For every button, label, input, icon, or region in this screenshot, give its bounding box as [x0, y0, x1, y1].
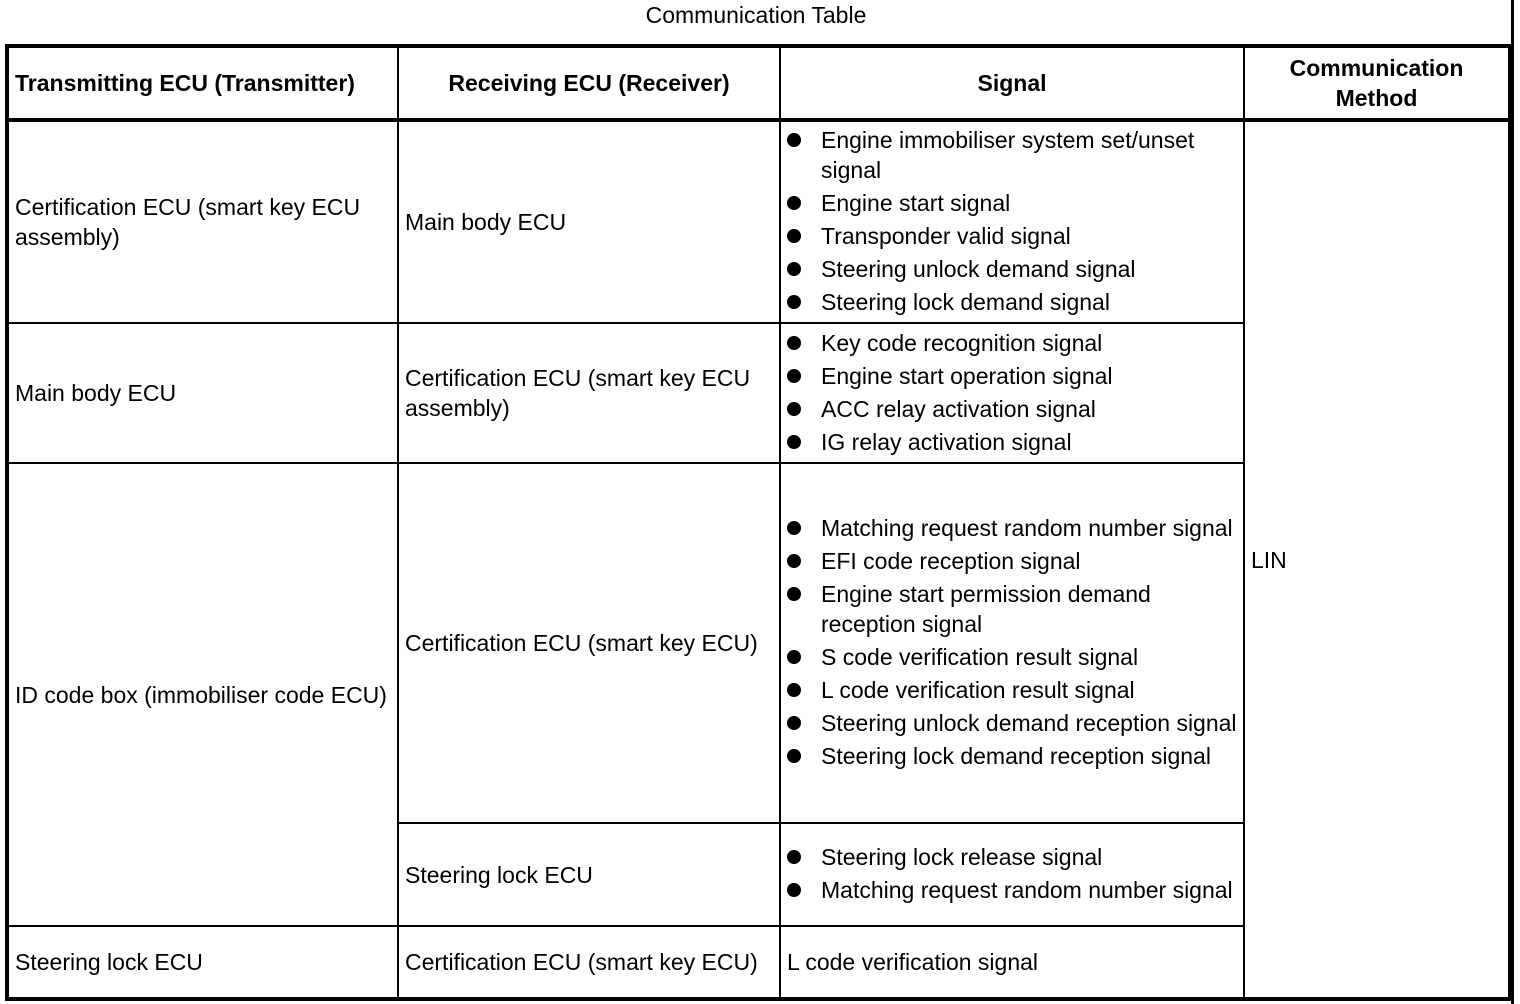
bullet-icon: [787, 133, 801, 147]
signal-item: S code verification result signal: [787, 642, 1237, 672]
signal-list: [787, 328, 1237, 457]
signal-list: [787, 842, 1237, 905]
method-cell: LIN: [1244, 120, 1510, 999]
bullet-icon: [787, 262, 801, 276]
signal-item: Steering lock demand signal: [787, 287, 1237, 317]
signal-item: IG relay activation signal: [787, 427, 1237, 457]
signal-cell: [780, 823, 1244, 926]
bullet-icon: [787, 683, 801, 697]
transmitter-cell: Steering lock ECU: [7, 926, 398, 999]
signal-item: Steering unlock demand signal: [787, 254, 1237, 284]
bullet-icon: [787, 196, 801, 210]
signal-item: Engine start signal: [787, 188, 1237, 218]
signal-item: Key code recognition signal: [787, 328, 1237, 358]
bullet-icon: [787, 295, 801, 309]
signal-list: [787, 513, 1237, 771]
bullet-icon: [787, 850, 801, 864]
header-transmitter: Transmitting ECU (Transmitter): [7, 46, 398, 120]
bullet-icon: [787, 369, 801, 383]
header-signal: Signal: [780, 46, 1244, 120]
bullet-icon: [787, 716, 801, 730]
signal-item: Matching request random number signal: [787, 875, 1237, 905]
bullet-icon: [787, 554, 801, 568]
signal-item: Engine immobiliser system set/unset signal: [787, 125, 1237, 185]
receiver-cell: Certification ECU (smart key ECU assembly): [398, 323, 780, 463]
header-receiver: Receiving ECU (Receiver): [398, 46, 780, 120]
receiver-cell: Certification ECU (smart key ECU): [398, 926, 780, 999]
bullet-icon: [787, 650, 801, 664]
bullet-icon: [787, 587, 801, 601]
signal-cell: [780, 323, 1244, 463]
bullet-icon: [787, 336, 801, 350]
signal-item: Steering unlock demand reception signal: [787, 708, 1237, 738]
signal-item: ACC relay activation signal: [787, 394, 1237, 424]
signal-list: [787, 125, 1237, 317]
signal-item: Transponder valid signal: [787, 221, 1237, 251]
signal-item: Engine start operation signal: [787, 361, 1237, 391]
signal-cell: [780, 120, 1244, 323]
transmitter-cell: Main body ECU: [7, 323, 398, 463]
bullet-icon: [787, 402, 801, 416]
bullet-icon: [787, 229, 801, 243]
receiver-cell: Certification ECU (smart key ECU): [398, 463, 780, 823]
transmitter-cell: ID code box (immobiliser code ECU): [7, 463, 398, 926]
signal-cell: [780, 463, 1244, 823]
table-row: [7, 120, 1510, 323]
header-method: Communication Method: [1244, 46, 1510, 120]
communication-table: [5, 44, 1512, 1001]
signal-cell: L code verification signal: [780, 926, 1244, 999]
bullet-icon: [787, 521, 801, 535]
signal-item: Steering lock demand reception signal: [787, 741, 1237, 771]
signal-item: Matching request random number signal: [787, 513, 1237, 543]
table-caption: Communication Table: [645, 2, 867, 28]
signal-item: Steering lock release signal: [787, 842, 1237, 872]
bullet-icon: [787, 435, 801, 449]
receiver-cell: Steering lock ECU: [398, 823, 780, 926]
signal-item: EFI code reception signal: [787, 546, 1237, 576]
signal-item: L code verification result signal: [787, 675, 1237, 705]
bullet-icon: [787, 749, 801, 763]
signal-item: Engine start permission demand reception signal: [787, 579, 1237, 639]
header-row: [7, 46, 1510, 120]
transmitter-cell: Certification ECU (smart key ECU assembly): [7, 120, 398, 323]
receiver-cell: Main body ECU: [398, 120, 780, 323]
bullet-icon: [787, 883, 801, 897]
